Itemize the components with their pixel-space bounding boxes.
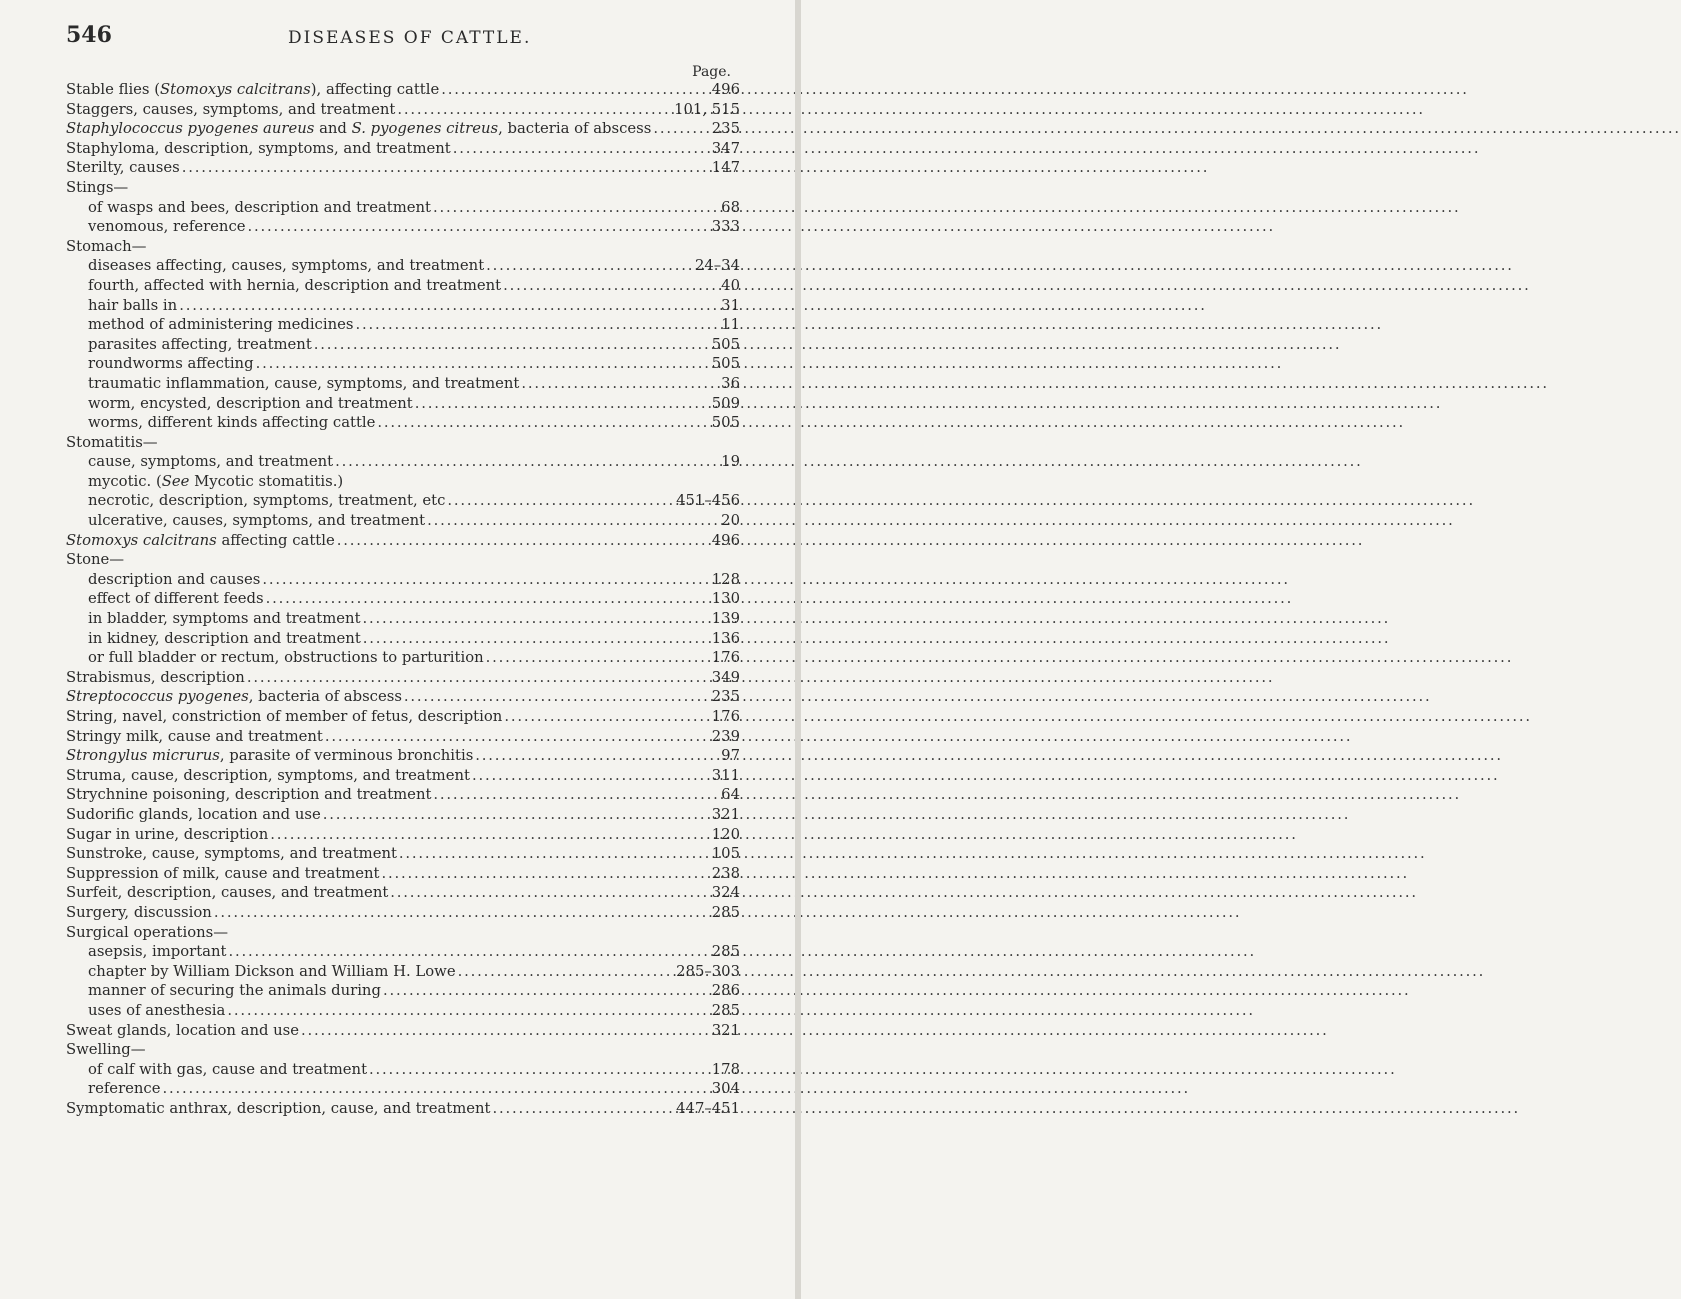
entry-label-text: roundworms affecting — [88, 355, 254, 373]
entry-label-text: Sterilty, causes — [66, 159, 180, 177]
dot-leader — [363, 609, 710, 629]
entry-label — [88, 942, 226, 962]
entry-label — [66, 237, 146, 257]
entry-label — [66, 707, 502, 727]
index-subentry — [66, 413, 740, 433]
entry-page-numbers: 11 — [721, 316, 740, 334]
dot-leader — [182, 158, 710, 178]
entry-label-italic: See — [161, 472, 190, 490]
index-entry — [66, 139, 740, 159]
entry-label — [66, 1099, 491, 1119]
entry-label — [66, 531, 335, 551]
entry-page-numbers: 496 — [711, 531, 740, 549]
entry-label — [66, 80, 439, 100]
entry-page-numbers: 509 — [711, 394, 740, 412]
entry-label-text: Staphyloma, description, symptoms, and treatment — [66, 139, 451, 157]
entry-label-italic: Streptococcus pyogenes — [66, 688, 249, 706]
entry-label — [66, 119, 651, 139]
index-entry — [66, 1040, 740, 1060]
entry-label-text: parasites affecting, treatment — [88, 335, 312, 353]
entry-label-text: of wasps and bees, description and treatment — [88, 198, 431, 216]
dot-leader — [369, 1060, 710, 1080]
dot-leader — [447, 491, 674, 511]
dot-leader — [653, 119, 709, 139]
dot-leader — [335, 452, 719, 472]
entry-label-text: Sudorific glands, location and use — [66, 805, 321, 823]
entry-label-text: effect of different feeds — [88, 590, 264, 608]
index-subentry — [66, 629, 740, 649]
entry-label — [88, 981, 381, 1001]
entry-label — [88, 1079, 160, 1099]
index-entry — [66, 864, 740, 884]
entry-label-text: asepsis, important — [88, 943, 227, 961]
dot-leader — [397, 100, 672, 120]
index-entry — [66, 785, 740, 805]
index-subentry — [66, 276, 740, 296]
entry-label — [88, 609, 361, 629]
dot-leader — [266, 589, 710, 609]
entry-label-text: Suppression of milk, cause and treatment — [66, 864, 380, 882]
dot-leader — [227, 1001, 709, 1021]
dot-leader — [256, 354, 710, 374]
entry-label — [88, 374, 519, 394]
index-subentry — [66, 570, 740, 590]
entry-label — [66, 139, 451, 159]
entry-label-text: Stomach— — [66, 237, 147, 255]
index-entry — [66, 707, 740, 727]
entry-page-numbers: 130 — [711, 590, 740, 608]
dot-leader — [486, 256, 693, 276]
index-subentry — [66, 394, 740, 414]
index-entry — [66, 1099, 740, 1119]
index-subentry — [66, 491, 740, 511]
entry-page-numbers: 64 — [721, 786, 740, 804]
entry-label-text: worms, different kinds affecting cattle — [88, 414, 376, 432]
entry-page-numbers: 239 — [711, 727, 740, 745]
dot-leader — [404, 687, 710, 707]
dot-leader — [453, 139, 710, 159]
entry-page-numbers: 31 — [721, 296, 740, 314]
index-entry — [66, 844, 740, 864]
entry-label — [88, 589, 264, 609]
entry-label — [66, 766, 470, 786]
entry-label — [88, 315, 353, 335]
dot-leader — [337, 531, 710, 551]
index-subentry — [66, 354, 740, 374]
entry-label — [88, 1001, 225, 1021]
entry-label-italic: Staphylococcus pyogenes aureus — [66, 120, 315, 138]
entry-label — [66, 727, 323, 747]
dot-leader — [504, 707, 709, 727]
entry-page-numbers: 505 — [711, 414, 740, 432]
entry-page-numbers: 20 — [721, 512, 740, 530]
index-subentry — [66, 296, 740, 316]
index-entry — [66, 668, 740, 688]
entry-label-text: Stringy milk, cause and treatment — [66, 727, 323, 745]
entry-label — [66, 923, 228, 943]
dot-leader — [441, 80, 710, 100]
entry-label — [88, 648, 484, 668]
dot-leader — [427, 511, 719, 531]
entry-page-numbers: 128 — [711, 570, 740, 588]
entry-page-numbers: 176 — [711, 708, 740, 725]
dot-leader — [262, 570, 709, 590]
entry-page-numbers: 447–451 — [676, 1099, 740, 1117]
entry-label-text: method of administering medicines — [88, 316, 354, 334]
entry-label — [66, 864, 380, 884]
dot-leader — [382, 864, 710, 884]
entry-label-text: diseases affecting, causes, symptoms, and treatment — [88, 257, 485, 275]
dot-leader — [301, 1021, 710, 1041]
entry-page-numbers: 19 — [721, 453, 740, 471]
entry-page-numbers: 238 — [711, 864, 740, 882]
index-entry — [66, 766, 740, 786]
entry-label-text: Stomatitis— — [66, 433, 158, 451]
entry-page-numbers: 120 — [711, 825, 740, 843]
entry-label-text: uses of anesthesia — [88, 1001, 226, 1019]
entry-page-numbers: 235 — [711, 120, 740, 138]
index-entry — [66, 433, 740, 453]
entry-label — [88, 570, 260, 590]
entry-label-text: Sunstroke, cause, symptoms, and treatment — [66, 845, 397, 863]
dot-leader — [377, 413, 709, 433]
entry-label-text: Struma, cause, description, symptoms, and treatment — [66, 766, 470, 784]
dot-leader — [248, 217, 710, 237]
index-subentry — [66, 962, 740, 982]
entry-page-numbers: 347 — [711, 139, 740, 157]
dot-leader — [458, 962, 675, 982]
index-subentry — [66, 217, 740, 237]
entry-label — [88, 217, 246, 237]
index-entry — [66, 100, 740, 120]
entry-label-text: ulcerative, causes, symptoms, and treatment — [88, 512, 426, 530]
dot-leader — [486, 648, 710, 668]
dot-leader — [399, 844, 710, 864]
entry-label — [66, 903, 212, 923]
index-subentry — [66, 511, 740, 531]
dot-leader — [162, 1079, 709, 1099]
entry-label-text: Stable flies ( — [66, 81, 160, 98]
entry-page-numbers: 324 — [711, 884, 740, 902]
entry-page-numbers: 285 — [711, 1001, 740, 1019]
entry-label-text: description and causes — [88, 570, 261, 588]
entry-label-text: cause, symptoms, and treatment — [88, 453, 334, 471]
entry-page-numbers: 105 — [711, 845, 740, 863]
index-subentry — [66, 589, 740, 609]
index-entry — [66, 746, 740, 766]
index-subentry — [66, 609, 740, 629]
index-subentry — [66, 981, 740, 1001]
index-subentry — [66, 472, 740, 492]
entry-label-text: traumatic inflammation, cause, symptoms, and treatment — [88, 374, 520, 392]
entry-label — [88, 1060, 367, 1080]
index-entry — [66, 883, 740, 903]
entry-label-italic: S. pyogenes citreus — [351, 120, 499, 138]
entry-label-text: affecting cattle — [216, 531, 335, 549]
entry-label-text: chapter by William Dickson and William H. Lowe — [88, 962, 456, 980]
dot-leader — [270, 825, 710, 845]
index-entry — [66, 178, 740, 198]
entry-page-numbers: 505 — [711, 335, 740, 353]
index-subentry — [66, 335, 740, 355]
entry-label — [88, 276, 501, 296]
entry-label-text: Staggers, causes, symptoms, and treatment — [66, 100, 396, 118]
entry-label-text: , parasite of verminous bronchitis — [219, 747, 474, 765]
dot-leader — [179, 296, 719, 316]
entry-label-italic: Stomoxys calcitrans — [160, 81, 311, 98]
entry-label — [66, 746, 473, 766]
entry-label-text: Stings— — [66, 178, 129, 196]
dot-leader — [433, 785, 719, 805]
entry-label-text: Symptomatic anthrax, description, cause, and treatment — [66, 1099, 491, 1117]
entry-label-text: necrotic, description, symptoms, treatment, etc — [88, 492, 446, 510]
dot-leader — [503, 276, 719, 296]
entry-label — [88, 962, 456, 982]
entry-label — [66, 844, 397, 864]
entry-page-numbers: 139 — [711, 610, 740, 628]
entry-label — [88, 354, 254, 374]
entry-page-numbers: 285 — [711, 903, 740, 921]
dot-leader — [383, 981, 710, 1001]
entry-page-numbers: 235 — [711, 688, 740, 706]
entry-page-numbers: 101, 515 — [674, 100, 740, 118]
entry-label-text: Strabismus, description — [66, 668, 245, 686]
entry-page-numbers: 136 — [711, 629, 740, 647]
entry-page-numbers: 24–34 — [694, 257, 740, 275]
entry-page-numbers: 97 — [721, 747, 740, 765]
index-entry — [66, 825, 740, 845]
dot-leader — [325, 727, 710, 747]
entry-page-numbers: 311 — [711, 766, 740, 784]
entry-label — [66, 825, 268, 845]
entry-label-text: Strychnine poisoning, description and treatment — [66, 786, 432, 804]
entry-label-text: worm, encysted, description and treatment — [88, 394, 413, 412]
entry-label-text: or full bladder or rectum, obstructions to parturition — [88, 649, 484, 667]
entry-label-text: , bacteria of abscess — [498, 120, 652, 138]
entry-label — [88, 452, 333, 472]
entry-label — [88, 256, 484, 276]
entry-label — [66, 1040, 146, 1060]
dot-leader — [228, 942, 709, 962]
page-edge — [795, 0, 801, 1299]
entry-page-numbers: 176 — [711, 649, 740, 667]
index-entries — [66, 80, 740, 1118]
dot-leader — [323, 805, 710, 825]
dot-leader — [433, 198, 719, 218]
entry-page-numbers: 36 — [721, 374, 740, 392]
running-head: DISEASES OF CATTLE. — [288, 28, 532, 48]
index-entry — [66, 119, 740, 139]
entry-label — [66, 785, 431, 805]
page-header — [66, 22, 756, 52]
entry-label — [66, 805, 321, 825]
entry-label-text: and — [314, 120, 352, 138]
entry-label — [88, 511, 425, 531]
entry-label — [88, 335, 312, 355]
entry-page-numbers: 505 — [711, 355, 740, 373]
entry-label-text: in kidney, description and treatment — [88, 629, 361, 647]
entry-page-numbers: 496 — [711, 81, 740, 98]
index-entry — [66, 550, 740, 570]
entry-label-text: Surfeit, description, causes, and treatment — [66, 884, 389, 902]
dot-leader — [475, 746, 719, 766]
index-entry — [66, 923, 740, 943]
entry-label-text: Surgical operations— — [66, 923, 229, 941]
entry-label-text: String, navel, constriction of member of fetus, description — [66, 708, 503, 725]
index-entry — [66, 1021, 740, 1041]
index-subentry — [66, 648, 740, 668]
index-subentry — [66, 452, 740, 472]
entry-page-numbers: 178 — [711, 1060, 740, 1078]
entry-page-numbers: 304 — [711, 1080, 740, 1098]
entry-label-text: manner of securing the animals during — [88, 982, 381, 1000]
index-entry — [66, 531, 740, 551]
entry-label-text: of calf with gas, cause and treatment — [88, 1060, 368, 1078]
entry-page-numbers: 285–303 — [676, 962, 740, 980]
entry-label — [66, 433, 158, 453]
entry-label — [66, 687, 402, 707]
index-subentry — [66, 198, 740, 218]
entry-label — [88, 413, 375, 433]
entry-label-text: Sweat glands, location and use — [66, 1021, 300, 1039]
entry-label-text: Stone— — [66, 551, 125, 569]
entry-page-numbers: 349 — [711, 668, 740, 686]
dot-leader — [247, 668, 710, 688]
index-entry — [66, 805, 740, 825]
dot-leader — [355, 315, 719, 335]
entry-label-text: in bladder, symptoms and treatment — [88, 610, 361, 628]
entry-label — [66, 1021, 299, 1041]
entry-label-text: Swelling— — [66, 1041, 146, 1059]
entry-label — [66, 883, 388, 903]
entry-label-text: , bacteria of abscess — [248, 688, 402, 706]
index-subentry — [66, 1079, 740, 1099]
entry-label-text: Sugar in urine, description — [66, 825, 269, 843]
index-subentry — [66, 256, 740, 276]
entry-label — [88, 491, 445, 511]
entry-page-numbers: 286 — [711, 982, 740, 1000]
book-page — [0, 0, 801, 1299]
index-subentry — [66, 1060, 740, 1080]
entry-label-italic: Strongylus micrurus — [66, 747, 220, 765]
entry-page-numbers: 321 — [711, 1021, 740, 1039]
dot-leader — [472, 766, 710, 786]
entry-label-italic: Stomoxys calcitrans — [66, 531, 217, 549]
entry-label — [88, 198, 431, 218]
entry-label-text: Surgery, discussion — [66, 903, 212, 921]
entry-label — [66, 668, 245, 688]
entry-label — [66, 100, 395, 120]
index-subentry — [66, 315, 740, 335]
index-entry — [66, 158, 740, 178]
dot-leader — [493, 1099, 675, 1119]
dot-leader — [214, 903, 710, 923]
index-entry — [66, 687, 740, 707]
index-entry — [66, 727, 740, 747]
entry-page-numbers: 285 — [711, 943, 740, 961]
entry-label-text: fourth, affected with hernia, description and treatment — [88, 276, 502, 294]
index-entry — [66, 237, 740, 257]
dot-leader — [521, 374, 719, 394]
entry-label-text: ), affecting cattle — [310, 81, 440, 98]
entry-label-text: venomous, reference — [88, 218, 246, 236]
entry-page-numbers: 333 — [711, 218, 740, 236]
entry-label — [88, 472, 343, 492]
index-subentry — [66, 942, 740, 962]
entry-label-text: Mycotic stomatitis.) — [189, 472, 344, 490]
entry-page-numbers: 40 — [721, 276, 740, 294]
dot-leader — [314, 335, 710, 355]
entry-label — [66, 550, 124, 570]
dot-leader — [415, 394, 710, 414]
index-entry — [66, 903, 740, 923]
index-subentry — [66, 374, 740, 394]
entry-label-text: mycotic. ( — [88, 472, 162, 490]
page-column-label: Page. — [692, 64, 731, 80]
entry-page-numbers: 68 — [721, 198, 740, 216]
page-number: 546 — [66, 22, 112, 48]
dot-leader — [363, 629, 710, 649]
entry-page-numbers: 321 — [711, 805, 740, 823]
entry-label — [88, 296, 177, 316]
entry-label — [88, 629, 361, 649]
index-entry — [66, 80, 740, 100]
entry-label — [66, 158, 180, 178]
entry-label — [88, 394, 413, 414]
entry-page-numbers: 451–456 — [676, 492, 740, 510]
entry-label — [66, 178, 128, 198]
entry-page-numbers: 147 — [711, 159, 740, 177]
dot-leader — [390, 883, 709, 903]
entry-label-text: reference — [88, 1080, 161, 1098]
entry-label-text: hair balls in — [88, 296, 178, 314]
index-subentry — [66, 1001, 740, 1021]
